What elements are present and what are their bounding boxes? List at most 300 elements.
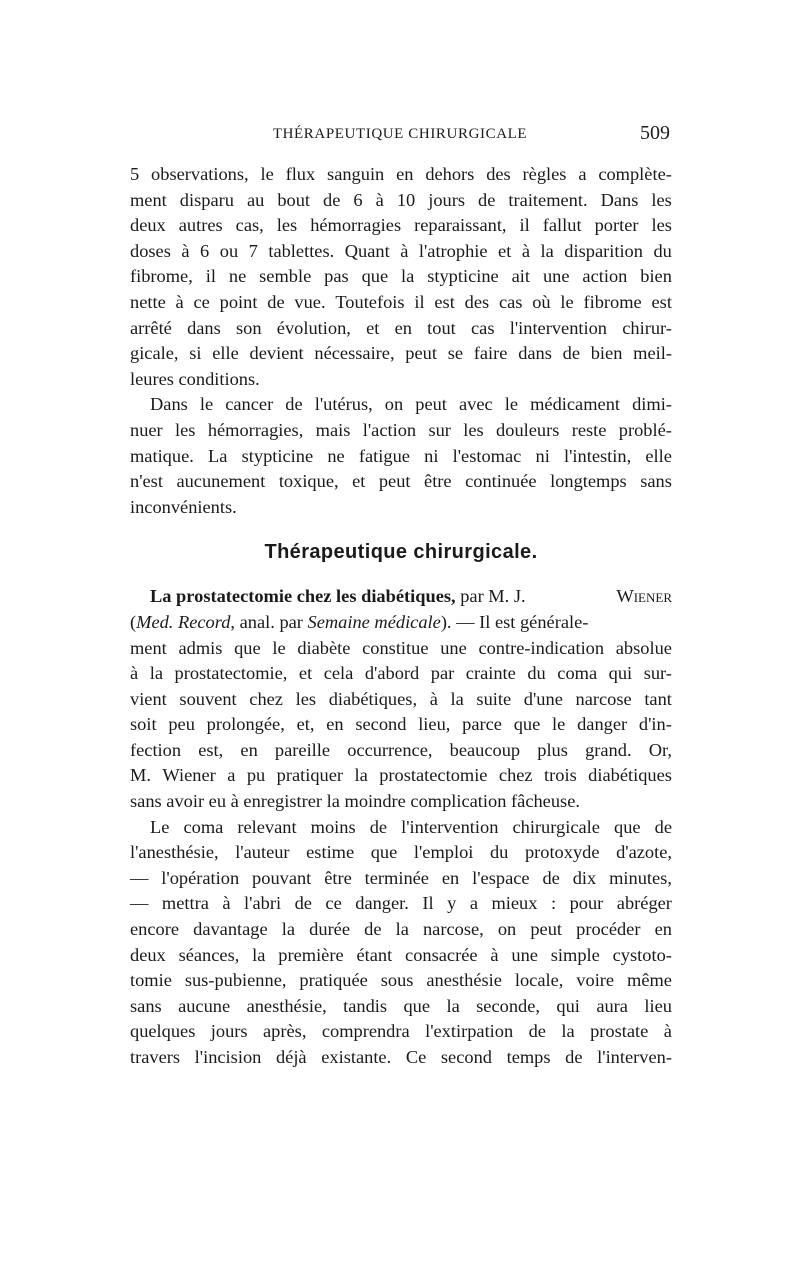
word: souvent	[179, 688, 237, 709]
word: à	[222, 893, 231, 914]
word: La	[208, 445, 228, 466]
word: à	[130, 663, 139, 684]
word: les	[651, 215, 672, 236]
word: a	[469, 893, 478, 914]
word: l'utérus,	[314, 394, 373, 415]
word: sans	[130, 791, 167, 812]
word: ne	[228, 266, 247, 287]
word: que	[403, 995, 431, 1016]
text-line	[130, 341, 672, 367]
word: qui	[608, 663, 633, 684]
word: du	[527, 663, 546, 684]
word: crainte	[465, 663, 516, 684]
word: encore	[130, 919, 180, 940]
word: trois	[544, 765, 577, 786]
word: de	[285, 394, 303, 415]
word: par	[430, 663, 455, 684]
word: anesthésie,	[246, 995, 327, 1016]
word: Toutefois	[335, 291, 405, 312]
word: peut	[530, 919, 563, 940]
word: et	[366, 317, 380, 338]
word: fallut	[542, 215, 582, 236]
word: de	[478, 189, 496, 210]
word: travers	[130, 1047, 181, 1067]
word: contre-indication	[478, 637, 605, 658]
word: chirur-	[622, 317, 672, 338]
word: meil-	[633, 343, 672, 364]
text-line	[130, 661, 672, 687]
section-heading: Thérapeutique chirurgicale.	[264, 541, 538, 564]
text-line	[130, 738, 672, 764]
word: 10	[396, 189, 416, 210]
page-number: 509	[640, 122, 670, 144]
paragraph-anesthesia	[130, 815, 672, 1071]
word: —	[130, 893, 149, 914]
word: déjà	[275, 1047, 307, 1067]
word: nuer	[130, 419, 163, 440]
word: Le	[150, 816, 170, 837]
word: en	[394, 317, 412, 338]
word: —	[130, 867, 149, 888]
word: que	[614, 816, 641, 837]
word: avoir	[166, 791, 209, 812]
word: elle	[645, 445, 672, 466]
word: des	[486, 164, 511, 184]
word: que	[234, 637, 261, 658]
text-line	[130, 162, 672, 188]
word: sous	[380, 970, 414, 991]
text-line	[130, 687, 672, 713]
word: ou	[219, 240, 239, 261]
text-line	[130, 290, 672, 316]
text-line	[130, 367, 672, 393]
word: l'emploi	[413, 842, 474, 863]
word: de	[294, 893, 312, 914]
source-mid: , anal. par	[230, 611, 308, 632]
word: l'action	[362, 419, 417, 440]
word: prostate	[590, 1021, 649, 1042]
word: a	[578, 164, 587, 184]
word: danger	[577, 714, 628, 735]
word: absolue	[615, 637, 672, 658]
word: le	[552, 714, 566, 735]
word: gicale,	[130, 343, 179, 364]
text-line	[130, 943, 672, 969]
word: fection	[130, 739, 182, 760]
word: tomie	[130, 970, 172, 991]
word: la	[281, 919, 296, 940]
word: le	[272, 637, 286, 658]
text-line	[130, 789, 672, 815]
word: ce	[325, 893, 342, 914]
word: matique.	[130, 445, 194, 466]
word: les	[276, 215, 298, 236]
word: de	[654, 816, 672, 837]
word: pratiquée	[299, 970, 368, 991]
word: soit	[130, 714, 157, 735]
word: doses	[130, 240, 171, 261]
word: chirurgicale	[512, 816, 600, 837]
word: estime	[306, 842, 355, 863]
word: M.	[130, 765, 151, 786]
text-line	[130, 418, 672, 444]
word: mettra	[161, 893, 209, 914]
word: étant	[356, 944, 393, 965]
word: danger.	[355, 893, 409, 914]
word: que	[361, 266, 389, 287]
word: sus-pubienne,	[184, 970, 287, 991]
word: peut	[405, 343, 437, 364]
word: de	[542, 867, 560, 888]
word: Or,	[648, 739, 672, 760]
word: première	[278, 944, 344, 965]
word: l'opération	[161, 867, 240, 888]
word: que	[370, 842, 398, 863]
word: en	[441, 867, 460, 888]
word: porter	[594, 215, 639, 236]
word: après,	[263, 1021, 307, 1042]
word: prostatectomie	[379, 765, 488, 786]
word: de	[562, 343, 580, 364]
word: ait	[511, 266, 531, 287]
word: aucune	[178, 995, 231, 1016]
word: à	[175, 291, 184, 312]
word: aucunement	[176, 471, 266, 492]
word: l'incision	[194, 1047, 262, 1067]
word: ce	[193, 291, 210, 312]
word: faire	[473, 343, 508, 364]
word: complète-	[598, 164, 672, 184]
journal-name: Med. Record	[136, 611, 231, 632]
word: les	[295, 688, 317, 709]
word: moins	[310, 816, 356, 837]
word: aura	[596, 995, 628, 1016]
running-title: THÉRAPEUTIQUE CHIRURGICALE	[272, 126, 528, 142]
word: de	[565, 1047, 583, 1067]
word: reste	[571, 419, 607, 440]
word: admis	[178, 637, 223, 658]
word: 7	[248, 240, 258, 261]
word: ni	[424, 445, 439, 466]
word: 6	[353, 189, 363, 210]
word: ment	[130, 637, 167, 658]
word: à	[230, 791, 244, 812]
word: la	[149, 663, 163, 684]
word: relevant	[237, 816, 297, 837]
word: pour	[569, 893, 604, 914]
word: la	[354, 765, 368, 786]
word: une	[542, 266, 570, 287]
text-line	[130, 213, 672, 239]
word: enregistrer	[243, 791, 327, 812]
word: d'in-	[638, 714, 672, 735]
word: on	[497, 919, 517, 940]
word: diabétiques,	[328, 688, 418, 709]
word: observations,	[151, 164, 249, 184]
word: peu	[168, 714, 195, 735]
word: de	[323, 189, 341, 210]
word: l'intervention	[509, 317, 608, 338]
article-title: La prostatectomie chez les diabétiques,	[150, 586, 456, 607]
word: évolution,	[276, 317, 351, 338]
word: diabétiques	[588, 765, 672, 786]
word: seconde,	[476, 995, 540, 1016]
word: chez	[498, 765, 533, 786]
article-source-line: (Med. Record, anal. par Semaine médicale). — Il est générale-	[130, 611, 589, 632]
word: la	[540, 240, 554, 261]
text-line	[130, 994, 672, 1020]
word: longtemps	[550, 471, 627, 492]
word: la	[446, 995, 460, 1016]
text-line	[130, 917, 672, 943]
word: de	[369, 816, 388, 837]
word: beaucoup	[449, 739, 521, 760]
word: être	[424, 471, 452, 492]
paragraph-prostatectomy	[130, 584, 672, 814]
word: prolongée,	[206, 714, 285, 735]
word: locale,	[514, 970, 564, 991]
word: toxique,	[278, 471, 339, 492]
word: narcose	[575, 688, 632, 709]
word: séances,	[178, 944, 240, 965]
word: d'une	[523, 688, 563, 709]
word: mieux	[491, 893, 538, 914]
word: nette	[130, 291, 166, 312]
word: l'anesthésie,	[130, 842, 219, 863]
word: l'interven-	[597, 1047, 672, 1067]
word: jours	[428, 189, 466, 210]
word: le	[560, 291, 574, 312]
text-line	[130, 239, 672, 265]
word: au	[246, 189, 265, 210]
word: la	[450, 688, 464, 709]
text-line	[130, 316, 672, 342]
word: l'auteur	[235, 842, 290, 863]
source-tail: ). — Il est générale-	[440, 611, 589, 632]
text-line	[130, 712, 672, 738]
word: il	[414, 291, 425, 312]
word: tablettes.	[268, 240, 335, 261]
word: l'intestin,	[564, 445, 632, 466]
word: dans	[518, 343, 552, 364]
word: elle	[212, 343, 239, 364]
word: abréger	[616, 893, 672, 914]
word: de	[364, 919, 382, 940]
word: l'extirpation	[425, 1021, 514, 1042]
word: est,	[198, 739, 224, 760]
article-title-rest: par M. J.	[455, 586, 531, 607]
word: est	[651, 291, 672, 312]
word: sanguin	[327, 164, 385, 184]
word: à	[375, 189, 384, 210]
word: bien	[590, 343, 623, 364]
word: bien	[640, 266, 672, 287]
word: deux	[130, 215, 166, 236]
word: suite	[476, 688, 512, 709]
word: être	[324, 867, 352, 888]
word: cystoto-	[612, 944, 672, 965]
word: coma	[183, 816, 224, 837]
word: eu	[208, 791, 231, 812]
word: il	[205, 266, 216, 287]
word: on	[384, 394, 404, 415]
word: cas,	[235, 215, 264, 236]
word: second	[440, 1047, 492, 1067]
word: autres	[178, 215, 223, 236]
word: vue.	[294, 291, 326, 312]
word: devient	[249, 343, 304, 364]
word: Dans	[150, 394, 188, 415]
word: tant	[644, 688, 672, 709]
word: le	[504, 394, 519, 415]
word: 6	[200, 240, 210, 261]
word: les	[463, 419, 484, 440]
word: sans	[130, 995, 162, 1016]
word: où	[532, 291, 551, 312]
word: grand.	[585, 739, 632, 760]
article-title-line	[130, 584, 672, 610]
text-line	[130, 815, 672, 841]
word: occurrence,	[347, 739, 433, 760]
text-line	[130, 968, 672, 994]
word: constitue	[362, 637, 429, 658]
word: coma	[557, 663, 598, 684]
source-name: Semaine médicale	[307, 611, 441, 632]
word: sans	[640, 471, 672, 492]
word: durée	[309, 919, 351, 940]
word: à	[490, 944, 499, 965]
word: pu	[246, 765, 266, 786]
paragraph-stypticine-results	[130, 162, 672, 392]
word: Wiener	[162, 765, 216, 786]
word: le	[260, 164, 274, 184]
word: comprendra	[321, 1021, 410, 1042]
word: il	[519, 215, 530, 236]
word: consacrée	[405, 944, 478, 965]
word: qui	[556, 995, 580, 1016]
word: à	[663, 1021, 672, 1042]
word: deux	[130, 944, 166, 965]
word: inconvénients.	[130, 496, 237, 517]
word: une	[511, 944, 538, 965]
word: parce	[462, 714, 502, 735]
word: 5	[130, 164, 140, 184]
word: tout	[427, 317, 456, 338]
word: se	[447, 343, 464, 364]
word: le	[199, 394, 214, 415]
text-line	[130, 1019, 672, 1045]
word: les	[651, 189, 672, 210]
word: traitement.	[508, 189, 588, 210]
word: Ce	[405, 1047, 427, 1067]
word: la	[401, 266, 415, 287]
text-line	[130, 636, 672, 662]
word: conditions.	[178, 368, 260, 389]
word: flux	[285, 164, 316, 184]
word: fatigue	[358, 445, 410, 466]
word: l'abri	[244, 893, 282, 914]
word: des	[464, 291, 490, 312]
word: la	[395, 919, 409, 940]
word: l'atrophie	[418, 240, 488, 261]
word: lieu	[644, 995, 672, 1016]
word: Il	[422, 893, 434, 914]
word: l'estomac	[452, 445, 522, 466]
word: règles	[522, 164, 567, 184]
word: chez	[249, 688, 283, 709]
word: anesthésie	[426, 970, 502, 991]
word: bout	[277, 189, 311, 210]
word: reparaissant,	[414, 215, 507, 236]
word: sur-	[643, 663, 672, 684]
word: que	[513, 714, 541, 735]
word: moindre	[344, 791, 411, 812]
word: à	[521, 240, 530, 261]
word: stypticine	[241, 445, 314, 466]
word: médicament	[530, 394, 620, 415]
running-head	[130, 122, 670, 150]
word: les	[175, 419, 196, 440]
word: y	[447, 893, 457, 914]
word: minutes,	[609, 867, 672, 888]
word: ne	[327, 445, 345, 466]
word: vient	[130, 688, 167, 709]
word: la	[252, 944, 266, 965]
word: douleurs	[496, 419, 560, 440]
word: dimi-	[632, 394, 672, 415]
word: hémorragies,	[207, 419, 304, 440]
word: du	[653, 240, 672, 261]
text-line	[130, 444, 672, 470]
word: et	[352, 471, 366, 492]
word: et	[298, 663, 313, 684]
word: fibrome	[583, 291, 642, 312]
word: prostatectomie,	[174, 663, 288, 684]
word: cas	[471, 317, 495, 338]
text-line	[130, 891, 672, 917]
word: quelques	[130, 1021, 196, 1042]
word: arrêté	[130, 317, 172, 338]
word: narcose,	[422, 919, 484, 940]
word: est	[434, 291, 455, 312]
word: hémorragies	[310, 215, 402, 236]
word: leures	[130, 368, 179, 389]
word: dans	[187, 317, 221, 338]
word: même	[627, 970, 672, 991]
text-line	[130, 763, 672, 789]
word: sur	[428, 419, 451, 440]
word: à	[429, 688, 438, 709]
word: cas	[498, 291, 523, 312]
word: stypticine	[427, 266, 499, 287]
word: et,	[296, 714, 315, 735]
word: n'est	[130, 471, 163, 492]
word: en	[326, 714, 344, 735]
word: à	[181, 240, 190, 261]
word: a	[227, 765, 236, 786]
word: dehors	[425, 164, 475, 184]
word: action	[582, 266, 628, 287]
word: temps	[506, 1047, 551, 1067]
word: complication	[410, 791, 512, 812]
word: l'espace	[472, 867, 530, 888]
word: point	[219, 291, 258, 312]
word: ment	[130, 189, 167, 210]
article-author: Wiener	[616, 586, 672, 607]
word: problé-	[618, 419, 672, 440]
word: terminée	[364, 867, 429, 888]
word: fâcheuse.	[511, 791, 580, 812]
